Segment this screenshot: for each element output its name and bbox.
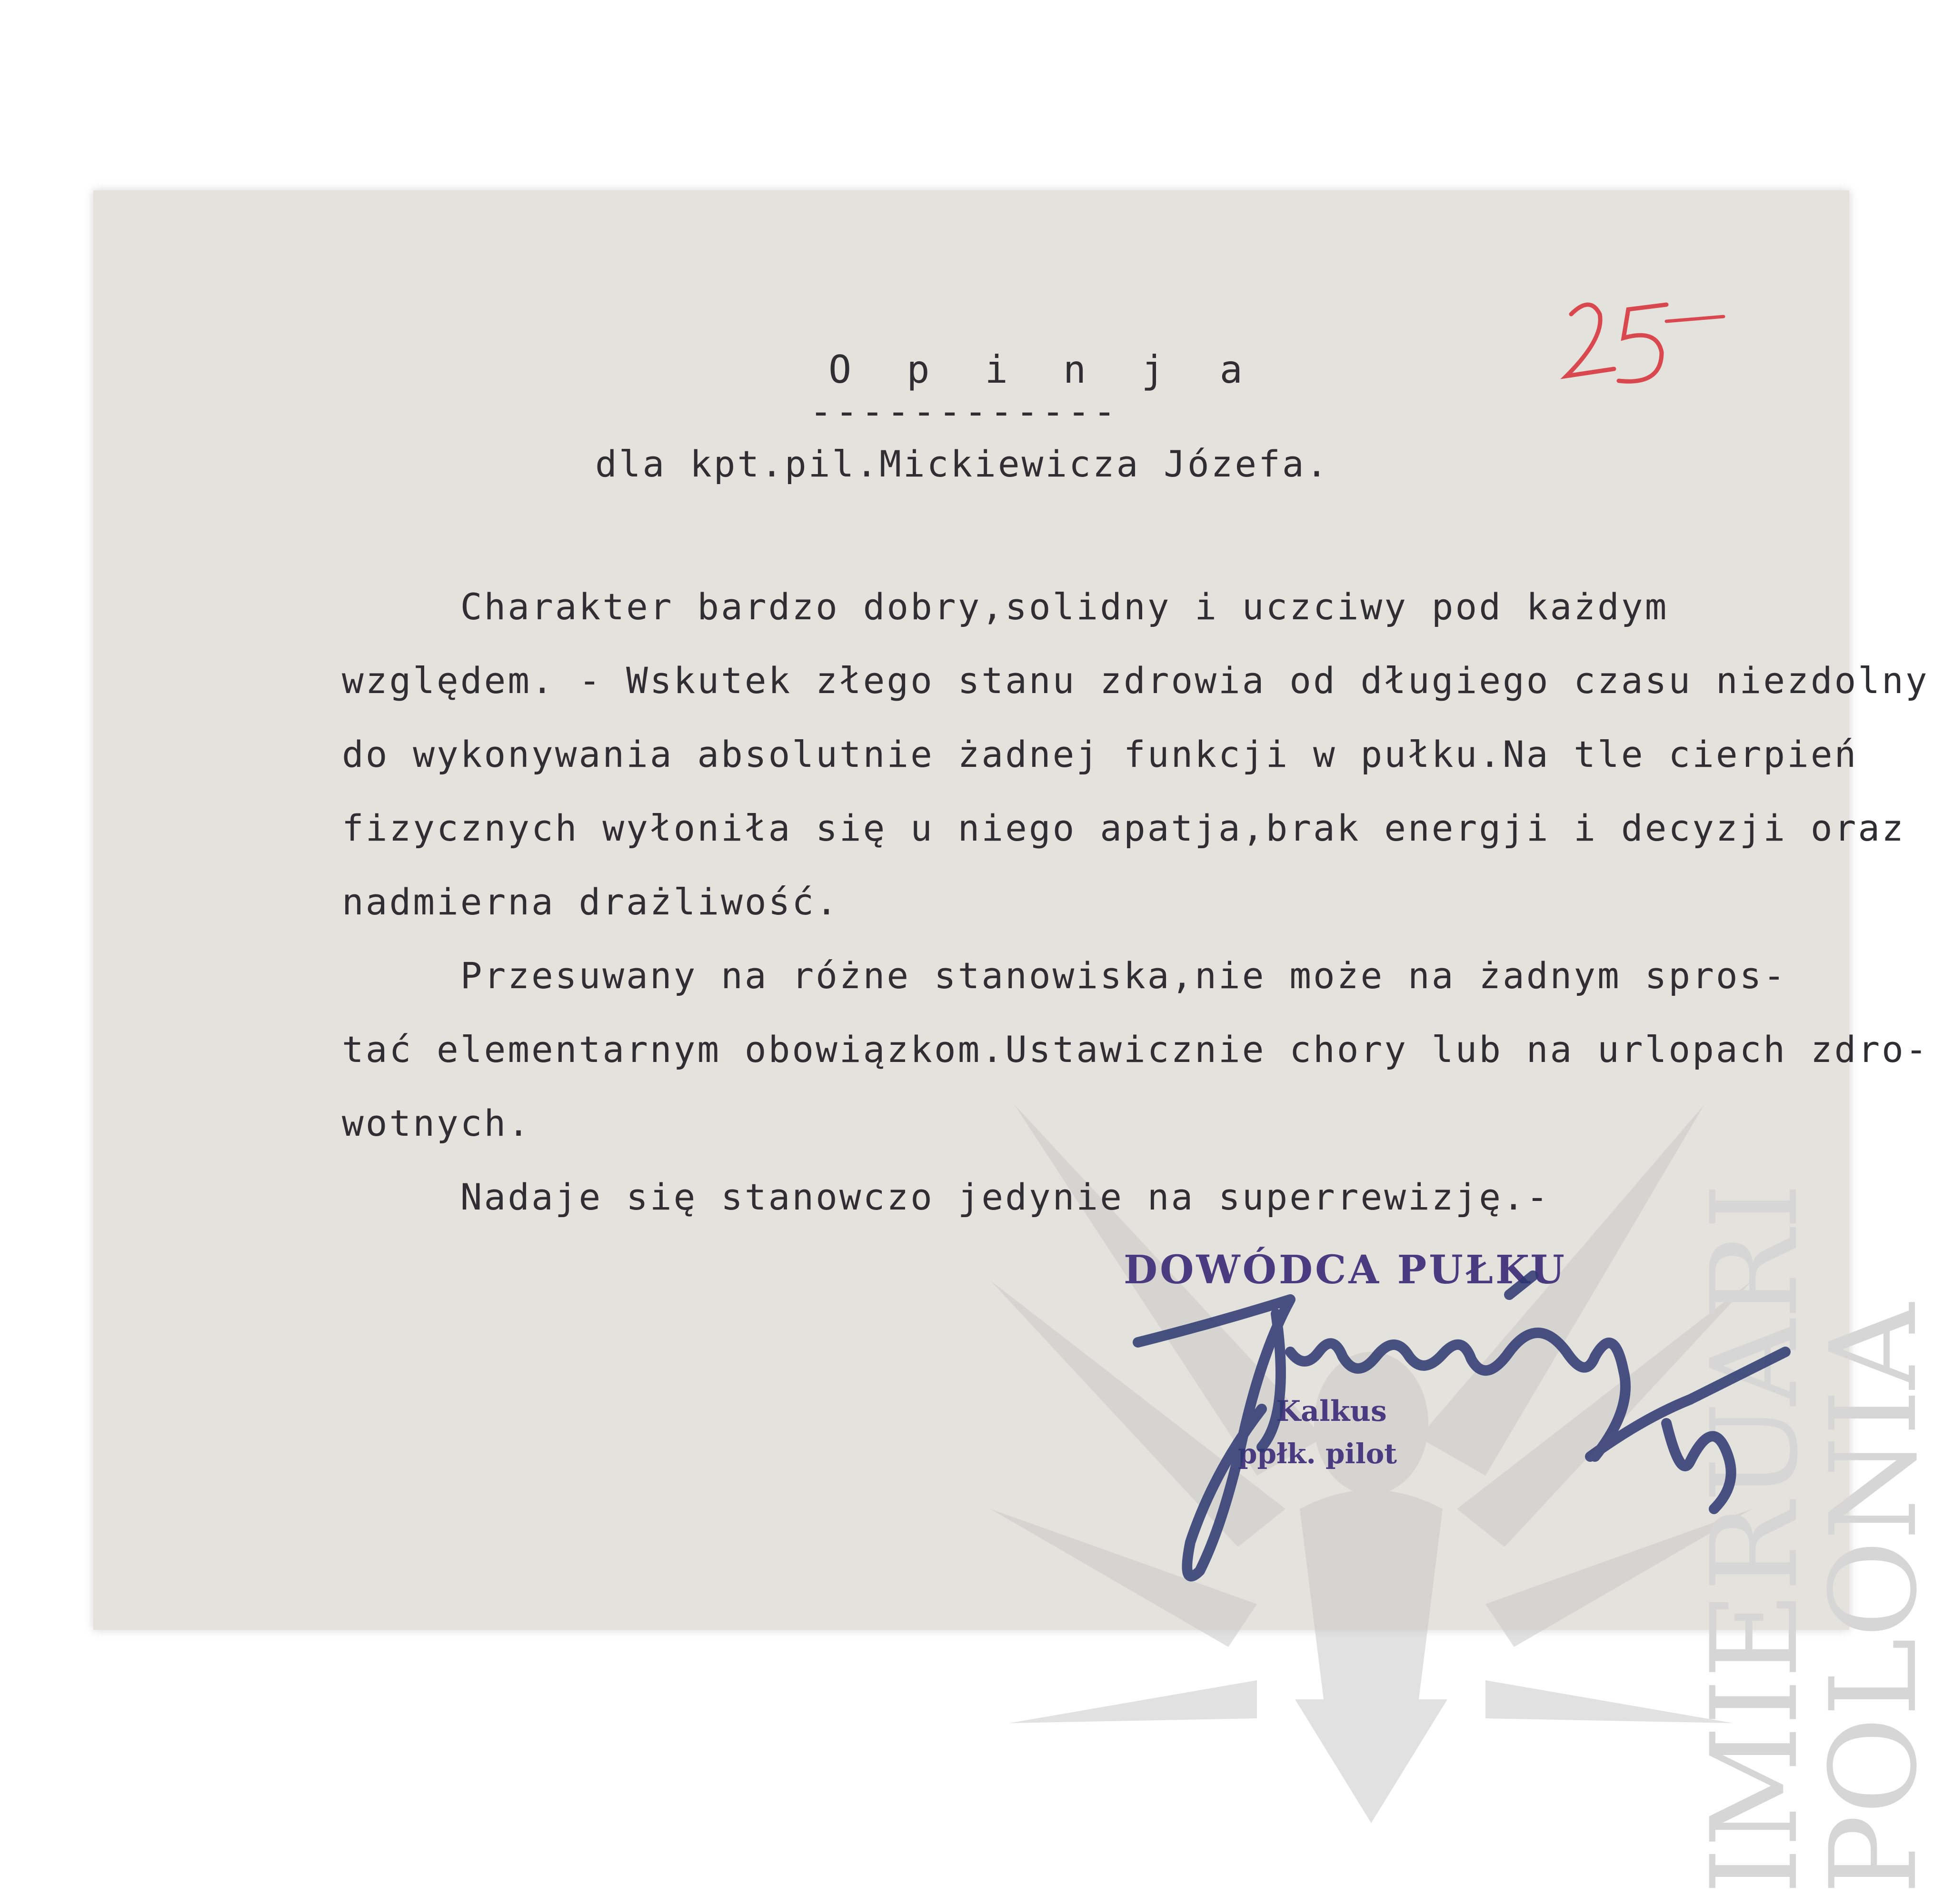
title-underline: ------------: [809, 389, 1119, 434]
paragraph-line: Przesuwany na różne stanowiska,nie może na żadnym spros-: [342, 954, 1787, 997]
paragraph-line: Charakter bardzo dobry,solidny i uczciwy pod każdym: [342, 585, 1669, 628]
paragraph-line: Nadaje się stanowczo jedynie na superrewizję.-: [342, 1176, 1550, 1218]
stamp-rank: ppłk. pilot: [1238, 1438, 1397, 1470]
document-subtitle: dla kpt.pil.Mickiewicza Józefa.: [595, 443, 1330, 485]
paragraph-line: fizycznych wyłoniła się u niego apatja,brak energji i decyzji oraz: [342, 807, 1905, 849]
paragraph-line: do wykonywania absolutnie żadnej funkcji w pułku.Na tle cierpień: [342, 733, 1858, 775]
page-number-mark: [1547, 286, 1728, 397]
paragraph-line: nadmierna drażliwość.: [342, 881, 839, 923]
document-title: O p i n j a: [828, 347, 1259, 392]
paragraph-line: tać elementarnym obowiązkom.Ustawicznie chory lub na urlopach zdro-: [342, 1028, 1929, 1071]
stamp-name: Kalkus: [1276, 1395, 1387, 1428]
stamp-title: DOWÓDCA PUŁKU: [1124, 1247, 1567, 1293]
paragraph-line: względem. - Wskutek złego stanu zdrowia od długiego czasu niezdolny: [342, 659, 1929, 702]
watermark-text-line2: POLONIA: [1804, 1303, 1943, 1894]
handwritten-signature: [1119, 1257, 1809, 1616]
watermark-text-line1: IMIERUARI: [1685, 1183, 1824, 1894]
paragraph-line: wotnych.: [342, 1102, 532, 1144]
